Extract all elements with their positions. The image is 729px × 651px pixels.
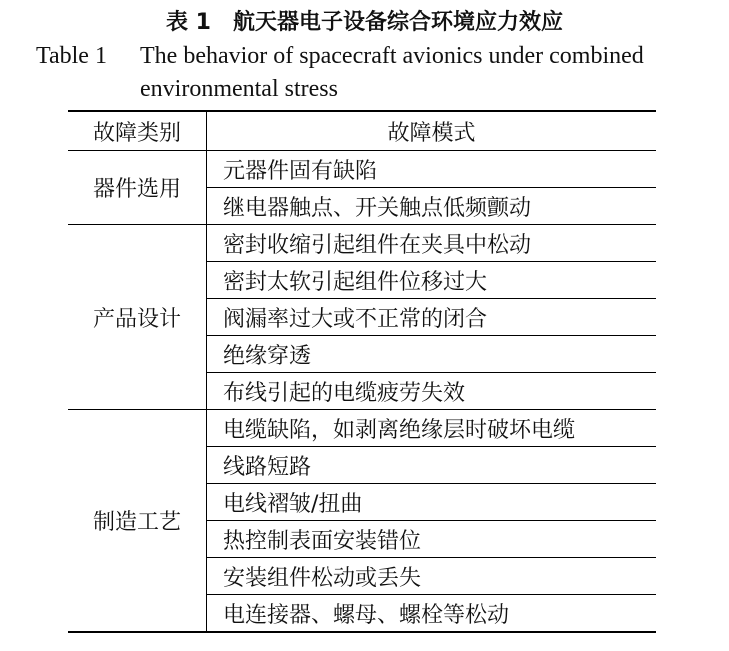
- table-row: [68, 410, 656, 447]
- category-cell: 制造工艺: [68, 410, 207, 633]
- table-row: [68, 225, 656, 262]
- mode-cell: 密封太软引起组件位移过大: [207, 262, 657, 299]
- mode-cell: 元器件固有缺陷: [207, 151, 657, 188]
- table-caption-cn: 航天器电子设备综合环境应力效应: [232, 10, 563, 35]
- category-cell: 产品设计: [68, 225, 207, 410]
- table-caption-en-line1: The behavior of spacecraft avionics under combined: [140, 43, 644, 69]
- header-mode: 故障模式: [207, 111, 657, 151]
- mode-cell: 密封收缩引起组件在夹具中松动: [207, 225, 657, 262]
- mode-cell: 热控制表面安装错位: [207, 521, 657, 558]
- mode-cell: 阀漏率过大或不正常的闭合: [207, 299, 657, 336]
- category-cell: 器件选用: [68, 151, 207, 225]
- fault-table: [68, 110, 656, 633]
- mode-cell: 布线引起的电缆疲劳失效: [207, 373, 657, 410]
- table-header-row: [68, 111, 656, 151]
- mode-cell: 电线褶皱/扭曲: [207, 484, 657, 521]
- mode-cell: 线路短路: [207, 447, 657, 484]
- mode-cell: 安装组件松动或丢失: [207, 558, 657, 595]
- header-category: 故障类别: [68, 111, 207, 151]
- table-number-cn: 表 1: [166, 10, 211, 35]
- mode-cell: 继电器触点、开关触点低频颤动: [207, 188, 657, 225]
- table-row: [68, 151, 656, 188]
- table-title-cn: [0, 8, 729, 38]
- table-number-en: Table 1: [36, 43, 107, 69]
- table-caption-en-line2: environmental stress: [140, 76, 338, 102]
- table-title-en: [36, 40, 716, 106]
- mode-cell: 电缆缺陷，如剥离绝缘层时破坏电缆: [207, 410, 657, 447]
- table-body: [68, 151, 656, 633]
- mode-cell: 绝缘穿透: [207, 336, 657, 373]
- mode-cell: 电连接器、螺母、螺栓等松动: [207, 595, 657, 633]
